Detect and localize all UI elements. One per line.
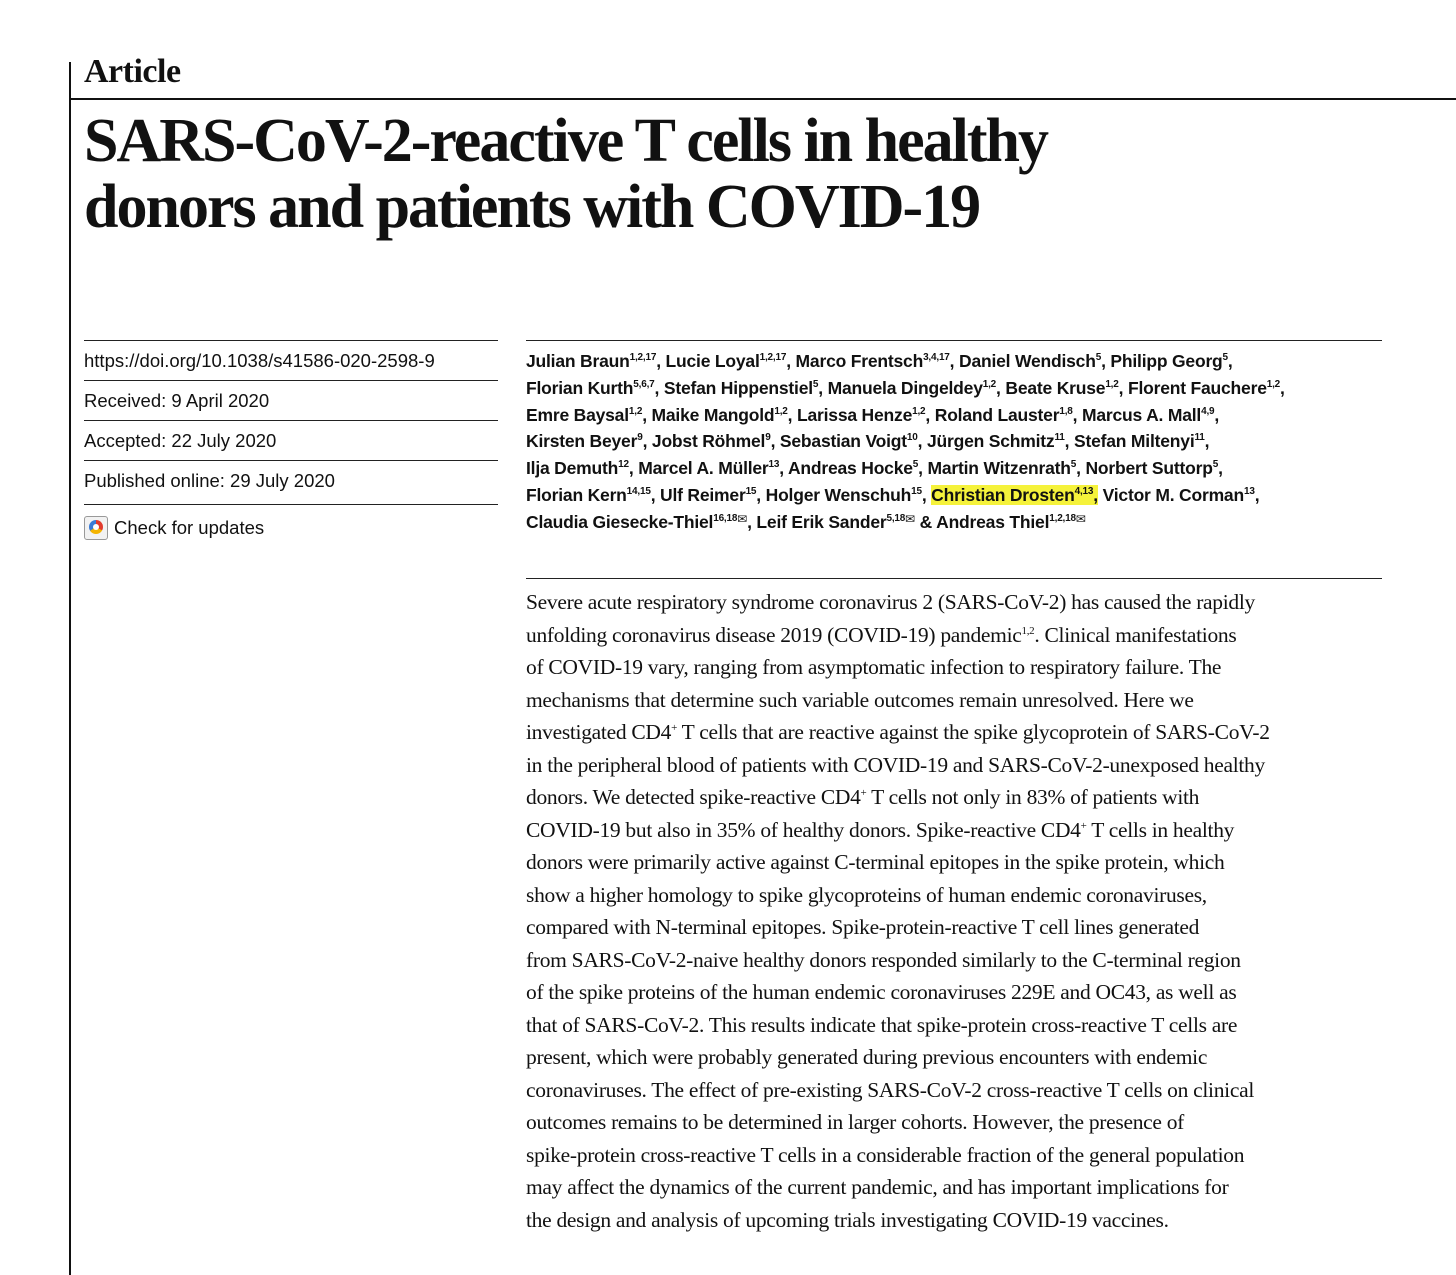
abstract-line	[526, 1139, 1406, 1172]
abstract-text: that of SARS-CoV-2. This results indicate that spike-protein cross-reactive T cells are	[526, 1012, 1238, 1037]
author-name[interactable]: Beate Kruse$^{1,2}$,	[1005, 377, 1128, 398]
abstract-line	[526, 1204, 1406, 1237]
author-name-text: Jobst Röhmel	[651, 431, 766, 452]
affiliation-superscript: 11	[1054, 432, 1065, 444]
left-margin-rule	[69, 62, 71, 1275]
author-name[interactable]: Manuela Dingeldey$^{1,2}$,	[827, 377, 1006, 398]
author-name-text: Maike Mangold	[651, 404, 775, 425]
author-name-text: Stefan Miltenyi	[1073, 431, 1195, 452]
author-name-text: Claudia Giesecke-Thiel	[526, 511, 714, 532]
affiliation-superscript: 1,2	[1266, 378, 1281, 390]
author-name-text: Stefan Hippenstiel	[663, 377, 813, 398]
affiliation-superscript: 5	[1095, 352, 1102, 363]
affiliation-superscript: 15	[745, 485, 757, 497]
abstract-line	[526, 1171, 1406, 1204]
author-name-text: Marcel A. Müller	[638, 458, 769, 479]
affiliation-superscript: 5	[812, 378, 819, 390]
author-line	[526, 482, 1396, 509]
abstract-text: of the spike proteins of the human endemic coronaviruses 229E and OC43, as well as	[526, 980, 1237, 1004]
author-line	[526, 455, 1396, 482]
affiliation-superscript: 1,2,17	[759, 352, 787, 363]
author-line	[526, 402, 1396, 429]
article-title	[84, 108, 1384, 240]
author-name-text: Martin Witzenrath	[927, 458, 1071, 479]
author-name[interactable]: Daniel Wendisch$^5$,	[959, 351, 1111, 371]
affiliation-superscript: 4,13	[1074, 485, 1094, 497]
received-date: Received: 9 April 2020	[84, 380, 498, 420]
author-name-text: Ulf Reimer	[660, 484, 746, 505]
abstract-text: donors. We detected spike-reactive CD4	[526, 785, 861, 809]
abstract-line	[526, 846, 1406, 879]
author-name-text: Marcus A. Mall	[1081, 404, 1202, 425]
abstract-line	[526, 1009, 1406, 1042]
author-name[interactable]: Andreas Hocke$^5$,	[787, 458, 928, 479]
abstract-text: T cells that are reactive against the spike glycoprotein of SARS-CoV-2	[677, 720, 1270, 744]
abstract-text: investigated CD4	[526, 720, 672, 744]
author-name-text: Sebastian Voigt	[779, 431, 907, 452]
author-name-text: Ilja Demuth	[526, 458, 619, 479]
abstract-text: show a higher homology to spike glycoproteins of human endemic coronaviruses,	[526, 882, 1207, 907]
affiliation-superscript: 5,18	[886, 512, 906, 524]
author-line	[526, 428, 1396, 455]
abstract-text: . Clinical manifestations	[1034, 622, 1237, 647]
article-type-label: Article	[84, 53, 181, 90]
abstract-text: spike-protein cross-reactive T cells in a considerable fraction of the general population	[526, 1142, 1245, 1167]
abstract-line	[526, 944, 1406, 977]
author-name[interactable]: Leif Erik Sander$^{5,18}$✉ &	[756, 511, 937, 532]
affiliation-superscript: 11	[1194, 432, 1205, 444]
abstract-rule	[526, 578, 1382, 579]
author-name[interactable]: Jobst Röhmel$^9$,	[651, 431, 780, 452]
author-name[interactable]: Marcus A. Mall$^{4,9}$,	[1081, 404, 1220, 425]
author-name[interactable]: Stefan Hippenstiel$^5$,	[663, 377, 828, 398]
author-name[interactable]: Stefan Miltenyi$^{11}$,	[1073, 431, 1210, 452]
author-name-text: Kirsten Beyer	[526, 431, 638, 452]
affiliation-superscript: 1,8	[1059, 405, 1073, 417]
check-for-updates-button[interactable]	[84, 504, 498, 543]
abstract-text: may affect the dynamics of the current pandemic, and has important implications for	[526, 1175, 1229, 1199]
abstract-text: T cells not only in 83% of patients with	[866, 785, 1200, 809]
author-name[interactable]: Lucie Loyal$^{1,2,17}$,	[665, 351, 796, 371]
affiliation-superscript: 13	[768, 459, 780, 471]
abstract-line	[526, 976, 1406, 1009]
affiliation-superscript: 1,2,17	[629, 352, 657, 363]
author-name[interactable]: Marco Frentsch$^{3,4,17}$,	[795, 351, 959, 371]
author-name[interactable]: Norbert Suttorp$^5$,	[1085, 458, 1223, 479]
author-name[interactable]: Julian Braun$^{1,2,17}$,	[526, 351, 666, 371]
affiliation-superscript: 10	[906, 432, 918, 444]
abstract	[526, 586, 1406, 1236]
affiliation-superscript: 1,2	[774, 405, 788, 417]
affiliation-superscript: 9	[765, 432, 771, 444]
author-name-text: Leif Erik Sander	[756, 511, 887, 532]
abstract-text: compared with N-terminal epitopes. Spike-protein-reactive T cell lines generated	[526, 915, 1200, 939]
author-name-text: Florian Kurth	[526, 377, 634, 398]
abstract-text: donors were primarily active against C-terminal epitopes in the spike protein, which	[526, 850, 1225, 874]
abstract-text: in the peripheral blood of patients with COVID-19 and SARS-CoV-2-unexposed healthy	[526, 752, 1265, 777]
abstract-line	[526, 1074, 1406, 1107]
header-rule	[71, 98, 1456, 100]
abstract-text: mechanisms that determine such variable outcomes remain unresolved. Here we	[526, 687, 1194, 712]
author-name-text: Holger Wenschuh	[765, 484, 912, 505]
author-name[interactable]: Kirsten Beyer$^9$,	[526, 431, 652, 452]
abstract-line	[526, 749, 1406, 782]
author-name-text: Emre Baysal	[526, 404, 629, 425]
abstract-line	[526, 879, 1406, 912]
author-name-text: Andreas Thiel	[936, 511, 1050, 532]
affiliation-superscript: 3,4,17	[923, 352, 950, 363]
author-name-text: Marco Frentsch	[795, 351, 924, 371]
author-name[interactable]: Martin Witzenrath$^5$,	[927, 458, 1086, 479]
affiliation-superscript: 12	[618, 459, 629, 471]
author-list	[526, 348, 1396, 536]
author-name-text: Lucie Loyal	[665, 351, 760, 371]
author-name[interactable]: Holger Wenschuh$^{15}$,	[765, 484, 932, 505]
affiliation-superscript: 16,18	[713, 512, 738, 524]
abstract-text: coronaviruses. The effect of pre-existing SARS-CoV-2 cross-reactive T cells on clinical	[526, 1077, 1254, 1102]
author-name[interactable]: Emre Baysal$^{1,2}$,	[526, 404, 652, 425]
check-for-updates-label: Check for updates	[114, 517, 265, 538]
author-name[interactable]: Maike Mangold$^{1,2}$,	[651, 404, 797, 425]
affiliation-superscript: 5	[912, 459, 919, 471]
abstract-line	[526, 1106, 1406, 1139]
affiliation-superscript: 1,2	[628, 405, 643, 417]
author-name[interactable]: Victor M. Corman$^{13}$,	[1102, 484, 1260, 505]
abstract-line	[526, 684, 1406, 717]
author-name-text: Andreas Hocke	[787, 458, 913, 479]
published-date: Published online: 29 July 2020	[84, 460, 498, 500]
abstract-text: T cells in healthy	[1086, 817, 1235, 842]
abstract-line	[526, 651, 1406, 684]
abstract-line	[526, 781, 1406, 814]
crossmark-icon	[84, 516, 108, 540]
abstract-line	[526, 911, 1406, 944]
affiliation-superscript: 5	[1222, 352, 1228, 363]
author-name[interactable]: Marcel A. Müller$^{13}$,	[638, 458, 788, 479]
superscript: +	[671, 722, 677, 734]
affiliation-superscript: 15	[911, 485, 922, 497]
abstract-line	[526, 619, 1406, 652]
author-name[interactable]: Jürgen Schmitz$^{11}$,	[926, 431, 1074, 452]
abstract-text: unfolding coronavirus disease 2019 (COVID-19) pandemic	[526, 622, 1022, 647]
affiliation-superscript: 1,2	[982, 378, 997, 390]
affiliation-superscript: 5	[1212, 459, 1219, 471]
author-name-text: Beate Kruse	[1005, 377, 1106, 398]
author-name[interactable]: Florian Kurth$^{5,6,7}$,	[526, 377, 664, 398]
author-name[interactable]: Ulf Reimer$^{15}$,	[660, 484, 766, 505]
article-metadata	[84, 340, 498, 543]
abstract-text: outcomes remains to be determined in larger cohorts. However, the presence of	[526, 1110, 1185, 1134]
author-name-text: Manuela Dingeldey	[827, 377, 983, 398]
author-name-text: Jürgen Schmitz	[926, 431, 1055, 452]
abstract-text: COVID-19 but also in 35% of healthy donors. Spike-reactive CD4	[526, 817, 1081, 842]
author-name[interactable]: Sebastian Voigt$^{10}$,	[779, 431, 927, 452]
affiliation-superscript: 14,15	[626, 485, 651, 497]
affiliation-superscript: 1,2	[1105, 378, 1119, 390]
author-name[interactable]: Larissa Henze$^{1,2}$,	[797, 404, 935, 425]
author-name[interactable]: Philipp Georg$^5$,	[1110, 351, 1233, 371]
accepted-date: Accepted: 22 July 2020	[84, 420, 498, 460]
author-name-text: Norbert Suttorp	[1085, 458, 1213, 479]
author-name-text: Florent Fauchere	[1127, 377, 1267, 398]
affiliation-superscript: 9	[637, 432, 643, 444]
author-name-text: Larissa Henze	[797, 404, 913, 425]
superscript: +	[860, 787, 867, 799]
author-line	[526, 348, 1396, 375]
affiliation-superscript: 1,2,18	[1049, 512, 1076, 524]
author-name-text: Daniel Wendisch	[959, 351, 1096, 371]
title-line: SARS-CoV-2-reactive T cells in healthy	[84, 107, 1048, 175]
doi-link[interactable]: https://doi.org/10.1038/s41586-020-2598-9	[84, 340, 498, 380]
abstract-line	[526, 1041, 1406, 1074]
author-name-text: Christian Drosten	[931, 484, 1075, 505]
author-name[interactable]	[931, 485, 1102, 505]
author-name-text: Julian Braun	[526, 351, 630, 371]
abstract-text: from SARS-CoV-2-naive healthy donors responded similarly to the C-terminal region	[526, 947, 1241, 972]
affiliation-superscript: 5	[1070, 459, 1077, 471]
author-name[interactable]: Florian Kern$^{14,15}$,	[526, 484, 661, 505]
affiliation-superscript: 4,9	[1201, 405, 1215, 417]
abstract-text: present, which were probably generated during previous encounters with endemic	[526, 1045, 1208, 1069]
superscript: +	[1080, 819, 1087, 832]
author-name-text: Florian Kern	[526, 484, 627, 505]
author-name[interactable]: Ilja Demuth$^{12}$,	[526, 458, 639, 479]
abstract-line	[526, 814, 1406, 847]
author-line	[526, 375, 1396, 402]
author-name[interactable]: Florent Fauchere$^{1,2}$,	[1127, 377, 1285, 398]
highlighted-author: Christian Drosten$^{4,13}$,	[931, 484, 1098, 505]
author-name[interactable]: Andreas Thiel$^{1,2,18}$✉	[936, 511, 1086, 532]
abstract-text: of COVID-19 vary, ranging from asymptomatic infection to respiratory failure. The	[526, 655, 1222, 679]
title-line: donors and patients with COVID-19	[84, 173, 980, 241]
affiliation-superscript: 1,2	[912, 405, 926, 417]
author-name-text: Roland Lauster	[934, 404, 1060, 425]
affiliation-superscript: 13	[1243, 485, 1255, 497]
author-name[interactable]: Claudia Giesecke-Thiel$^{16,18}$✉,	[526, 511, 757, 532]
affiliation-superscript: 5,6,7	[633, 378, 655, 390]
superscript: 1,2	[1021, 624, 1035, 637]
abstract-line	[526, 716, 1406, 749]
author-name-text: Philipp Georg	[1110, 351, 1223, 371]
author-name-text: Victor M. Corman	[1102, 484, 1244, 505]
author-name[interactable]: Roland Lauster$^{1,8}$,	[934, 404, 1082, 425]
abstract-text: Severe acute respiratory syndrome coronavirus 2 (SARS-CoV-2) has caused the rapidly	[526, 590, 1255, 614]
abstract-text: the design and analysis of upcoming trials investigating COVID-19 vaccines.	[526, 1207, 1169, 1232]
authors-rule	[526, 340, 1382, 341]
abstract-line	[526, 586, 1406, 619]
author-line	[526, 509, 1396, 536]
